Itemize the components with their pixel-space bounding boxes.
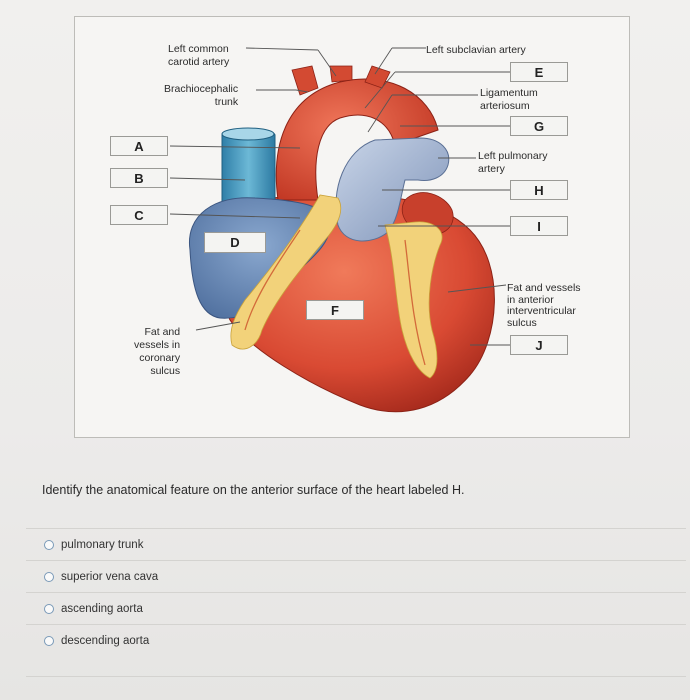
box-H: H — [510, 180, 568, 200]
option-descending-aorta[interactable] — [44, 631, 149, 651]
box-G: G — [510, 116, 568, 136]
radio-icon[interactable] — [44, 572, 54, 582]
radio-icon[interactable] — [44, 636, 54, 646]
option-label: superior vena cava — [61, 571, 159, 583]
option-superior-vena-cava[interactable] — [44, 567, 158, 587]
divider — [26, 592, 686, 593]
divider — [26, 528, 686, 529]
label-left-common-carotid: Left common carotid artery — [168, 43, 230, 68]
box-E: E — [510, 62, 568, 82]
label-left-pulmonary-artery: Left pulmonary artery — [478, 150, 548, 175]
box-I: I — [510, 216, 568, 236]
divider — [26, 624, 686, 625]
divider — [26, 560, 686, 561]
question-text: Identify the anatomical feature on the anterior surface of the heart labeled H. — [42, 483, 465, 497]
label-fat-interventricular-sulcus: Fat and vessels in anterior interventricular sulcus — [507, 282, 581, 329]
radio-icon[interactable] — [44, 540, 54, 550]
box-A: A — [110, 136, 168, 156]
option-label: pulmonary trunk — [61, 539, 144, 551]
box-D: D — [204, 232, 266, 253]
label-brachiocephalic-trunk: Brachiocephalic trunk — [164, 83, 239, 108]
box-J: J — [510, 335, 568, 355]
label-ligamentum-arteriosum: Ligamentum arteriosum — [480, 87, 538, 112]
option-pulmonary-trunk[interactable] — [44, 535, 143, 555]
radio-icon[interactable] — [44, 604, 54, 614]
label-left-subclavian: Left subclavian artery — [426, 44, 526, 56]
label-fat-coronary-sulcus: Fat and vessels in coronary sulcus — [134, 326, 181, 377]
option-label: descending aorta — [61, 635, 150, 647]
box-C: C — [110, 205, 168, 225]
box-F: F — [306, 300, 364, 320]
divider — [26, 676, 686, 677]
option-label: ascending aorta — [61, 603, 143, 615]
option-ascending-aorta[interactable] — [44, 599, 143, 619]
box-B: B — [110, 168, 168, 188]
